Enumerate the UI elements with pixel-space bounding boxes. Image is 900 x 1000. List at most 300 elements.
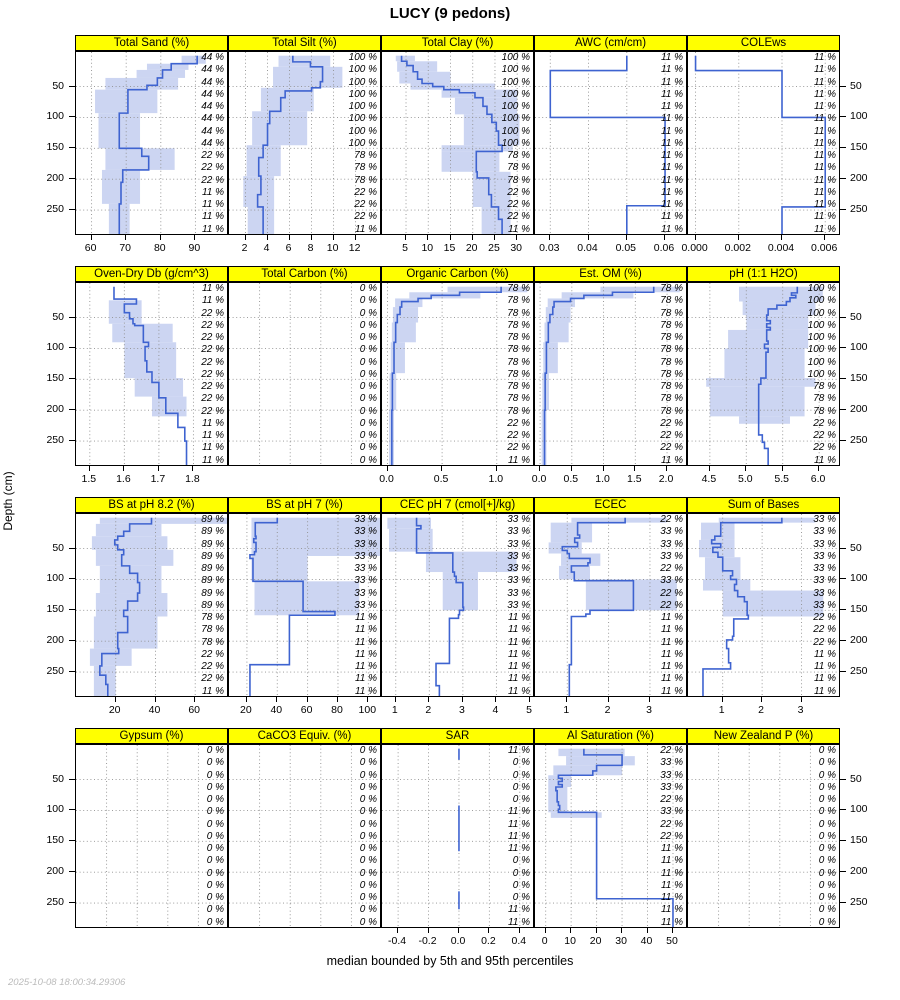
contributing-fraction-label: 11 % — [507, 636, 530, 648]
panel-strip — [228, 266, 381, 282]
contributing-fraction-label: 33 % — [354, 599, 377, 611]
panel-strip — [75, 35, 228, 51]
contributing-fraction-label: 0 % — [206, 892, 224, 904]
contributing-fraction-label: 100 % — [348, 52, 377, 63]
panel-body — [228, 744, 381, 928]
x-tick — [801, 697, 802, 702]
x-tick — [125, 235, 126, 240]
panel-strip — [75, 266, 228, 282]
panel-title: Total Sand (%) — [113, 37, 190, 49]
x-tick — [634, 466, 635, 471]
panel-body — [228, 282, 381, 466]
x-tick — [427, 235, 428, 240]
contributing-fraction-label: 22 % — [201, 648, 224, 660]
contributing-fraction-label: 11 % — [354, 685, 377, 697]
contributing-fraction-label: 44 % — [201, 137, 224, 149]
x-tick-label: 0.0 — [531, 473, 547, 485]
x-tick — [450, 235, 451, 240]
contributing-fraction-label: 11 % — [660, 150, 683, 162]
x-tick-label: 90 — [188, 242, 201, 254]
contributing-fraction-label: 89 % — [201, 587, 224, 599]
depth-tick-label: 150 — [850, 141, 868, 154]
contributing-fraction-label: 11 % — [813, 64, 836, 76]
contributing-fraction-label: 89 % — [201, 526, 224, 538]
contributing-fraction-label: 22 % — [201, 150, 224, 162]
x-tick — [367, 697, 368, 702]
contributing-fraction-label: 22 % — [507, 211, 530, 223]
contributing-fraction-label: 0 % — [206, 769, 224, 781]
contributing-fraction-label: 0 % — [359, 904, 377, 916]
contributing-fraction-label: 0 % — [818, 916, 836, 928]
depth-tick-label: 50 — [52, 772, 64, 785]
depth-tick — [840, 347, 846, 348]
depth-tick — [840, 409, 846, 410]
contributing-fraction-label: 11 % — [507, 685, 530, 697]
panel-strip — [75, 497, 228, 513]
contributing-fraction-label: 0 % — [818, 806, 836, 818]
x-tick — [722, 697, 723, 702]
contributing-fraction-label: 11 % — [660, 916, 683, 928]
x-tick — [194, 235, 195, 240]
contributing-fraction-label: 11 % — [507, 830, 530, 842]
contributing-fraction-label: 0 % — [512, 855, 530, 867]
contributing-fraction-label: 22 % — [201, 673, 224, 685]
x-tick — [539, 466, 540, 471]
x-tick-label: 10 — [421, 242, 434, 254]
contributing-fraction-label: 78 % — [507, 295, 530, 307]
contributing-fraction-label: 22 % — [813, 442, 836, 454]
contributing-fraction-label: 0 % — [818, 843, 836, 855]
contributing-fraction-label: 89 % — [201, 550, 224, 562]
x-tick-label: 10 — [326, 242, 339, 254]
contributing-fraction-label: 0 % — [359, 332, 377, 344]
depth-tick — [840, 578, 846, 579]
contributing-fraction-label: 11 % — [507, 661, 530, 673]
contributing-fraction-label: 44 % — [201, 88, 224, 100]
contributing-fraction-label: 0 % — [206, 745, 224, 756]
x-tick — [782, 466, 783, 471]
panel-strip — [75, 728, 228, 744]
contributing-fraction-label: 78 % — [507, 162, 530, 174]
panel-title: BS at pH 8.2 (%) — [108, 499, 195, 511]
x-tick — [672, 928, 673, 933]
x-tick-label: 40 — [270, 704, 283, 716]
contributing-fraction-label: 11 % — [354, 673, 377, 685]
x-tick-label: 2 — [758, 704, 765, 716]
contributing-fraction-label: 22 % — [201, 368, 224, 380]
contributing-fraction-label: 22 % — [201, 356, 224, 368]
contributing-fraction-label: 0 % — [818, 867, 836, 879]
contributing-fraction-label: 0 % — [818, 855, 836, 867]
contributing-fraction-label: 78 % — [354, 150, 377, 162]
contributing-fraction-label: 0 % — [359, 769, 377, 781]
contributing-fraction-label: 78 % — [660, 405, 683, 417]
panel-strip — [534, 497, 687, 513]
contributing-fraction-label: 11 % — [507, 673, 530, 685]
x-tick-label: 8 — [307, 242, 314, 254]
contributing-fraction-label: 100 % — [348, 76, 377, 88]
x-tick-label: 0.0 — [450, 935, 466, 947]
panel-title: CEC pH 7 (cmol[+]/kg) — [399, 499, 516, 511]
contributing-fraction-label: 11 % — [813, 199, 836, 211]
panel-strip — [687, 728, 840, 744]
x-tick — [462, 697, 463, 702]
x-tick — [405, 235, 406, 240]
contributing-fraction-label: 100 % — [807, 319, 836, 331]
contributing-fraction-label: 78 % — [660, 307, 683, 319]
x-tick — [666, 466, 667, 471]
depth-tick-label: 50 — [52, 541, 64, 554]
contributing-fraction-label: 78 % — [507, 368, 530, 380]
depth-tick-label: 250 — [46, 434, 64, 447]
contributing-fraction-label: 11 % — [507, 624, 530, 636]
contributing-fraction-label: 0 % — [206, 867, 224, 879]
contributing-fraction-label: 11 % — [354, 636, 377, 648]
x-tick-label: 60 — [300, 704, 313, 716]
contributing-fraction-label: 0 % — [359, 356, 377, 368]
contributing-fraction-label: 33 % — [813, 514, 836, 525]
x-tick — [123, 466, 124, 471]
depth-tick — [840, 116, 846, 117]
contributing-fraction-label: 78 % — [507, 307, 530, 319]
contributing-fraction-label: 11 % — [660, 904, 683, 916]
x-tick-label: 30 — [615, 935, 627, 947]
contributing-fraction-label: 0 % — [359, 830, 377, 842]
contributing-fraction-label: 33 % — [507, 563, 530, 575]
contributing-fraction-label: 11 % — [201, 283, 224, 294]
x-tick-label: 4 — [263, 242, 270, 254]
x-tick — [781, 235, 782, 240]
x-tick-label: 0.004 — [767, 242, 795, 254]
depth-tick-label: 200 — [46, 403, 64, 416]
contributing-fraction-label: 11 % — [660, 673, 683, 685]
contributing-fraction-label: 11 % — [354, 223, 377, 235]
contributing-fraction-label: 78 % — [507, 319, 530, 331]
contributing-fraction-label: 11 % — [660, 843, 683, 855]
panel-strip — [381, 497, 534, 513]
depth-tick-label: 200 — [46, 172, 64, 185]
contributing-fraction-label: 78 % — [201, 636, 224, 648]
contributing-fraction-label: 11 % — [507, 904, 530, 916]
panel-strip — [228, 35, 381, 51]
contributing-fraction-label: 11 % — [660, 879, 683, 891]
contributing-fraction-label: 33 % — [507, 575, 530, 587]
contributing-fraction-label: 78 % — [507, 393, 530, 405]
panel-body — [687, 513, 840, 697]
contributing-fraction-label: 44 % — [201, 125, 224, 137]
x-tick — [246, 697, 247, 702]
figure-caption: median bounded by 5th and 95th percentiles — [326, 954, 574, 968]
contributing-fraction-label: 22 % — [660, 830, 683, 842]
contributing-fraction-label: 11 % — [813, 186, 836, 198]
contributing-fraction-label: 0 % — [359, 454, 377, 466]
contributing-fraction-label: 11 % — [201, 454, 224, 466]
x-tick — [570, 928, 571, 933]
panel-plot — [229, 283, 381, 466]
contributing-fraction-label: 11 % — [201, 685, 224, 697]
contributing-fraction-label: 11 % — [507, 843, 530, 855]
contributing-fraction-label: 0 % — [818, 904, 836, 916]
depth-tick-label: 100 — [850, 341, 868, 354]
contributing-fraction-label: 11 % — [813, 113, 836, 125]
contributing-fraction-label: 22 % — [201, 381, 224, 393]
panel-title: Est. OM (%) — [579, 268, 642, 280]
contributing-fraction-label: 0 % — [206, 757, 224, 769]
panel-body — [534, 744, 687, 928]
x-tick-label: 1.0 — [488, 473, 504, 485]
contributing-fraction-label: 0 % — [512, 794, 530, 806]
depth-tick — [840, 840, 846, 841]
contributing-fraction-label: 0 % — [818, 757, 836, 769]
depth-tick — [840, 209, 846, 210]
x-tick — [397, 928, 398, 933]
contributing-fraction-label: 33 % — [354, 514, 377, 525]
x-tick-label: 30 — [510, 242, 523, 254]
contributing-fraction-label: 22 % — [201, 344, 224, 356]
x-tick-label: 3 — [458, 704, 465, 716]
panel-title: Total Clay (%) — [421, 37, 494, 49]
depth-tick — [840, 86, 846, 87]
panel-body — [687, 51, 840, 235]
contributing-fraction-label: 78 % — [507, 283, 530, 294]
contributing-fraction-label: 22 % — [354, 186, 377, 198]
contributing-fraction-label: 78 % — [660, 368, 683, 380]
panel-strip — [534, 35, 687, 51]
contributing-fraction-label: 78 % — [507, 332, 530, 344]
depth-tick — [840, 317, 846, 318]
contributing-fraction-label: 33 % — [813, 526, 836, 538]
contributing-fraction-label: 11 % — [660, 612, 683, 624]
contributing-fraction-label: 78 % — [660, 393, 683, 405]
contributing-fraction-label: 44 % — [201, 113, 224, 125]
depth-tick-label: 150 — [850, 834, 868, 847]
x-tick — [709, 466, 710, 471]
contributing-fraction-label: 100 % — [501, 137, 530, 149]
x-tick — [519, 928, 520, 933]
contributing-fraction-label: 11 % — [813, 52, 836, 63]
x-tick-label: 0.006 — [811, 242, 838, 254]
contributing-fraction-label: 0 % — [359, 806, 377, 818]
x-tick-label: 2 — [241, 242, 248, 254]
contributing-fraction-label: 22 % — [813, 417, 836, 429]
contributing-fraction-label: 78 % — [813, 381, 836, 393]
x-tick-label: 0.5 — [433, 473, 449, 485]
contributing-fraction-label: 0 % — [818, 818, 836, 830]
contributing-fraction-label: 11 % — [660, 685, 683, 697]
contributing-fraction-label: 0 % — [512, 879, 530, 891]
contributing-fraction-label: 11 % — [201, 442, 224, 454]
panel-strip — [687, 35, 840, 51]
panel-title: Sum of Bases — [727, 499, 800, 511]
contributing-fraction-label: 11 % — [813, 150, 836, 162]
contributing-fraction-label: 0 % — [206, 916, 224, 928]
contributing-fraction-label: 11 % — [201, 430, 224, 442]
contributing-fraction-label: 0 % — [206, 806, 224, 818]
contributing-fraction-label: 0 % — [512, 781, 530, 793]
panel-title: Gypsum (%) — [119, 730, 184, 742]
x-tick-label: 0.06 — [653, 242, 675, 254]
x-tick — [745, 466, 746, 471]
x-tick-label: 0.2 — [481, 935, 496, 947]
depth-tick-label: 100 — [850, 110, 868, 123]
x-tick-label: 20 — [108, 704, 121, 716]
depth-tick — [840, 809, 846, 810]
x-tick — [387, 466, 388, 471]
contributing-fraction-label: 11 % — [201, 417, 224, 429]
contributing-fraction-label: 0 % — [359, 344, 377, 356]
x-tick-label: 0.4 — [511, 935, 527, 947]
panel-body — [75, 51, 228, 235]
x-tick — [588, 235, 589, 240]
contributing-fraction-label: 0 % — [818, 830, 836, 842]
x-tick-label: 5 — [402, 242, 408, 254]
contributing-fraction-label: 33 % — [813, 599, 836, 611]
contributing-fraction-label: 0 % — [206, 843, 224, 855]
panel-body — [75, 282, 228, 466]
contributing-fraction-label: 11 % — [507, 916, 530, 928]
x-tick-label: 1.5 — [626, 473, 642, 485]
panel-strip — [381, 728, 534, 744]
contributing-fraction-label: 100 % — [807, 283, 836, 294]
depth-tick — [840, 640, 846, 641]
contributing-fraction-label: 11 % — [660, 661, 683, 673]
contributing-fraction-label: 0 % — [206, 781, 224, 793]
contributing-fraction-label: 0 % — [359, 781, 377, 793]
panel-title: pH (1:1 H2O) — [729, 268, 798, 280]
contributing-fraction-label: 78 % — [813, 393, 836, 405]
contributing-fraction-label: 11 % — [813, 88, 836, 100]
contributing-fraction-label: 22 % — [507, 199, 530, 211]
x-tick-label: 0.5 — [563, 473, 579, 485]
panel-body — [687, 744, 840, 928]
x-tick-label: 5 — [526, 704, 532, 716]
contributing-fraction-label: 22 % — [660, 599, 683, 611]
contributing-fraction-label: 89 % — [201, 538, 224, 550]
contributing-fraction-label: 100 % — [501, 88, 530, 100]
contributing-fraction-label: 11 % — [813, 101, 836, 113]
x-tick-label: 1 — [391, 704, 398, 716]
panel-body — [381, 744, 534, 928]
contributing-fraction-label: 78 % — [813, 405, 836, 417]
contributing-fraction-label: 11 % — [660, 867, 683, 879]
x-tick-label: 2 — [425, 704, 432, 716]
contributing-fraction-label: 78 % — [354, 174, 377, 186]
contributing-fraction-label: 0 % — [359, 417, 377, 429]
contributing-fraction-label: 11 % — [660, 648, 683, 660]
panel-body — [228, 513, 381, 697]
contributing-fraction-label: 11 % — [813, 648, 836, 660]
panel-title: ECEC — [594, 499, 627, 511]
contributing-fraction-label: 0 % — [359, 879, 377, 891]
contributing-fraction-label: 11 % — [813, 223, 836, 235]
contributing-fraction-label: 11 % — [660, 211, 683, 223]
contributing-fraction-label: 22 % — [201, 393, 224, 405]
contributing-fraction-label: 11 % — [660, 162, 683, 174]
x-tick-label: 6 — [285, 242, 292, 254]
depth-tick-label: 50 — [850, 79, 862, 92]
x-tick — [596, 928, 597, 933]
contributing-fraction-label: 11 % — [507, 223, 530, 235]
contributing-fraction-label: 11 % — [660, 76, 683, 88]
x-tick-label: 0.04 — [577, 242, 598, 254]
contributing-fraction-label: 11 % — [813, 125, 836, 137]
x-tick-label: 2.0 — [658, 473, 674, 485]
contributing-fraction-label: 0 % — [359, 405, 377, 417]
x-tick — [664, 235, 665, 240]
depth-tick-label: 100 — [46, 803, 64, 816]
contributing-fraction-label: 22 % — [201, 319, 224, 331]
contributing-fraction-label: 22 % — [813, 624, 836, 636]
contributing-fraction-label: 0 % — [818, 879, 836, 891]
contributing-fraction-label: 0 % — [512, 757, 530, 769]
depth-tick-label: 100 — [46, 572, 64, 585]
depth-tick — [840, 871, 846, 872]
contributing-fraction-label: 78 % — [660, 381, 683, 393]
contributing-fraction-label: 22 % — [813, 612, 836, 624]
depth-tick-label: 250 — [46, 896, 64, 909]
x-tick-label: 0 — [541, 935, 548, 947]
contributing-fraction-label: 0 % — [359, 442, 377, 454]
panel-strip — [534, 728, 687, 744]
panel-title: Total Carbon (%) — [261, 268, 348, 280]
contributing-fraction-label: 33 % — [354, 563, 377, 575]
contributing-fraction-label: 33 % — [813, 587, 836, 599]
contributing-fraction-label: 0 % — [359, 745, 377, 756]
contributing-fraction-label: 78 % — [201, 624, 224, 636]
depth-tick — [840, 178, 846, 179]
x-tick-label: 5.0 — [737, 473, 753, 485]
x-tick-label: 1.5 — [81, 473, 97, 485]
contributing-fraction-label: 22 % — [201, 405, 224, 417]
contributing-fraction-label: 11 % — [813, 685, 836, 697]
contributing-fraction-label: 33 % — [507, 514, 530, 525]
contributing-fraction-label: 33 % — [813, 550, 836, 562]
contributing-fraction-label: 100 % — [501, 76, 530, 88]
contributing-fraction-label: 11 % — [660, 101, 683, 113]
contributing-fraction-label: 89 % — [201, 575, 224, 587]
panel-plot — [688, 745, 840, 928]
contributing-fraction-label: 33 % — [660, 757, 683, 769]
depth-tick-label: 200 — [850, 634, 868, 647]
x-tick-label: 80 — [153, 242, 166, 254]
contributing-fraction-label: 0 % — [818, 794, 836, 806]
x-tick — [89, 466, 90, 471]
x-tick — [337, 697, 338, 702]
panel-strip — [381, 266, 534, 282]
contributing-fraction-label: 89 % — [201, 514, 224, 525]
contributing-fraction-label: 11 % — [201, 199, 224, 211]
x-tick — [160, 235, 161, 240]
contributing-fraction-label: 33 % — [660, 526, 683, 538]
depth-tick-label: 200 — [850, 403, 868, 416]
x-tick-label: 3 — [646, 704, 652, 716]
contributing-fraction-label: 33 % — [660, 550, 683, 562]
panel-strip — [687, 266, 840, 282]
x-tick — [494, 235, 495, 240]
depth-tick-label: 150 — [46, 141, 64, 154]
x-tick-label: 20 — [465, 242, 478, 254]
x-tick-label: 60 — [84, 242, 97, 254]
x-tick — [608, 697, 609, 702]
contributing-fraction-label: 22 % — [660, 794, 683, 806]
x-tick-label: 1.0 — [595, 473, 610, 485]
contributing-fraction-label: 0 % — [512, 769, 530, 781]
contributing-fraction-label: 100 % — [501, 113, 530, 125]
contributing-fraction-label: 78 % — [507, 344, 530, 356]
contributing-fraction-label: 33 % — [507, 526, 530, 538]
x-tick-label: 0.002 — [724, 242, 751, 254]
contributing-fraction-label: 78 % — [660, 283, 683, 294]
